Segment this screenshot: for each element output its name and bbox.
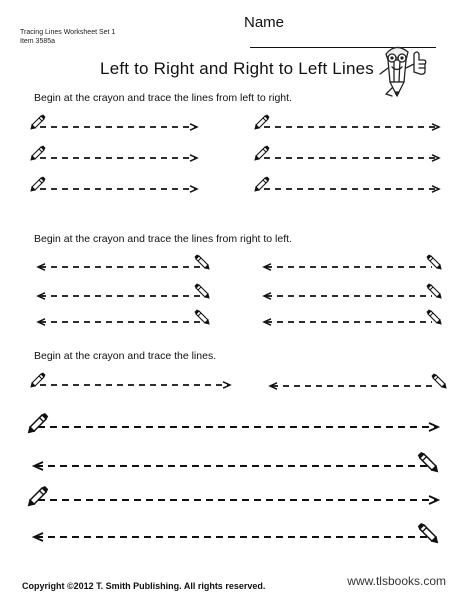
arrowhead-icon [429, 423, 438, 431]
crayon-icon [29, 487, 48, 506]
crayon-icon [29, 414, 48, 433]
copyright-text: Copyright ©2012 T. Smith Publishing. All rights reserved. [22, 581, 266, 591]
arrowhead-icon [190, 186, 197, 192]
arrowhead-icon [190, 124, 197, 130]
crayon-icon [418, 453, 437, 472]
name-label: Name [244, 14, 285, 31]
arrowhead-icon [190, 155, 197, 161]
section-1-instruction: Begin at the crayon and trace the lines from left to right. [34, 92, 292, 104]
crayon-icon [432, 374, 446, 388]
section-3-instruction: Begin at the crayon and trace the lines. [34, 350, 217, 362]
section-2-instruction: Begin at the crayon and trace the lines from right to left. [34, 233, 292, 245]
arrowhead-icon [429, 496, 438, 504]
crayon-icon [427, 284, 441, 298]
crayon-icon [418, 524, 437, 543]
worksheet-set-label: Tracing Lines Worksheet Set 1 [20, 29, 116, 36]
crayon-icon [427, 310, 441, 324]
website-text: www.tlsbooks.com [347, 574, 446, 588]
worksheet-title: Left to Right and Right to Left Lines [100, 59, 374, 78]
crayon-icon [427, 255, 441, 269]
arrowhead-icon [223, 382, 230, 388]
worksheet-item-label: Item 3585a [20, 38, 56, 45]
